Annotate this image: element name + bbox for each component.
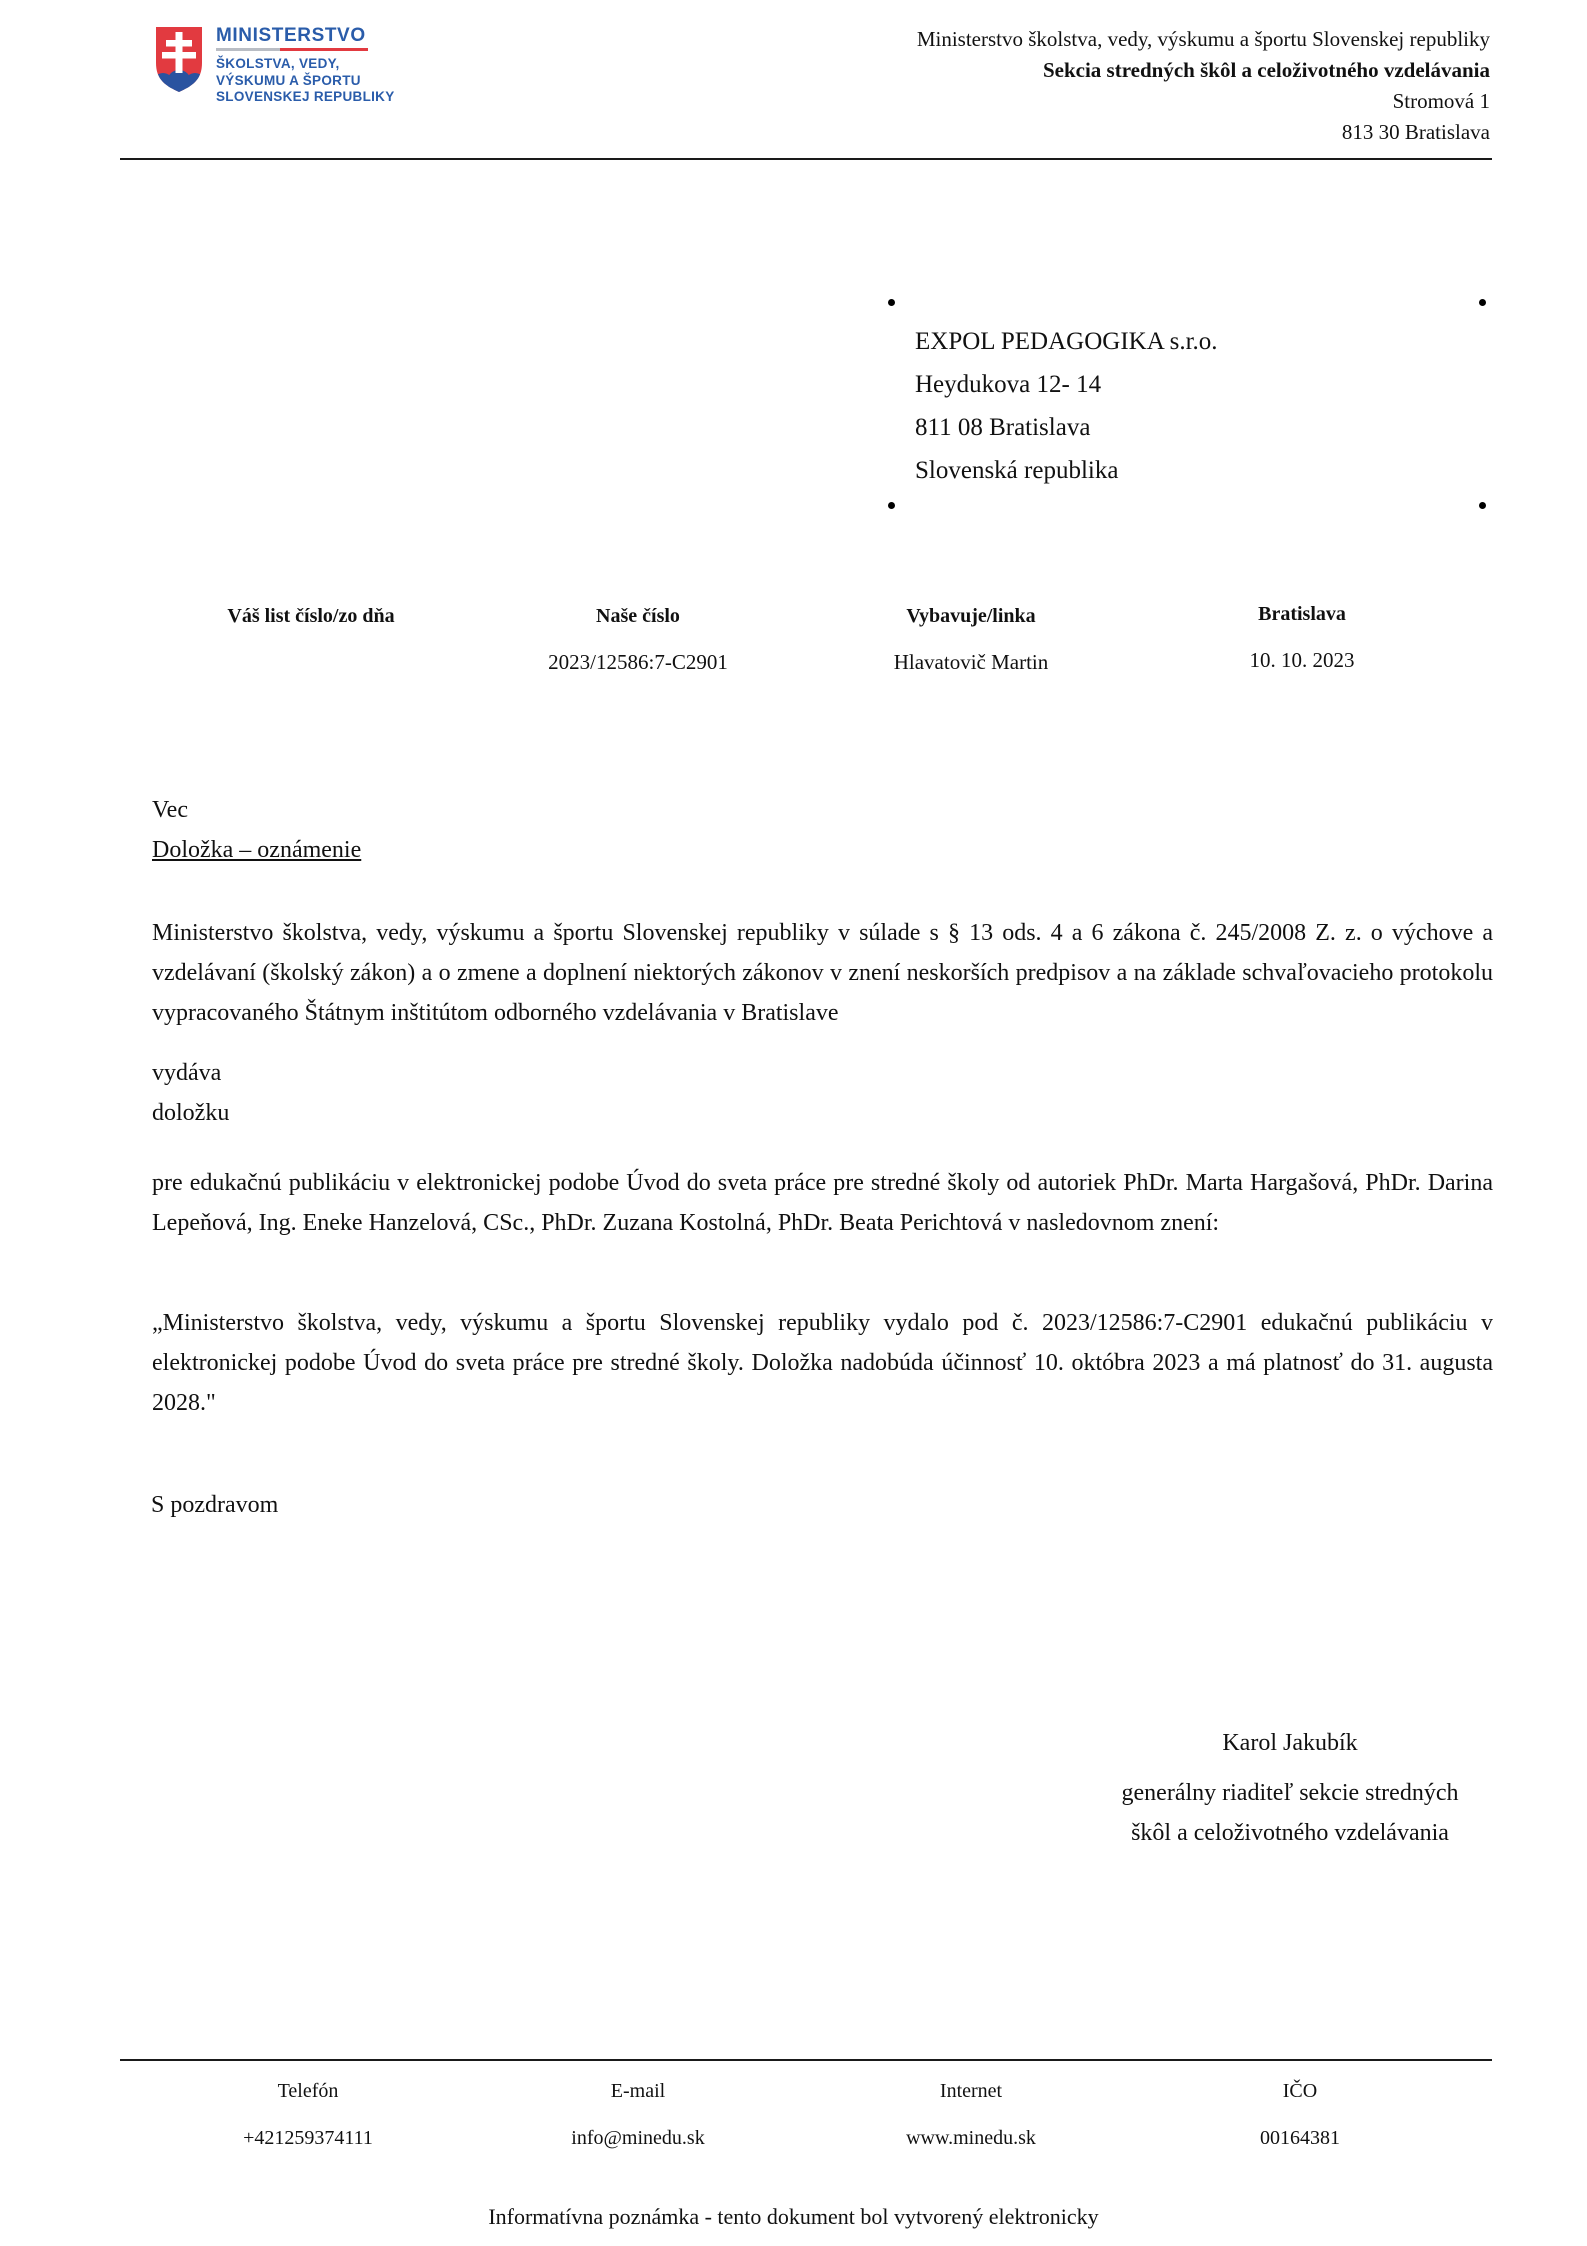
sender-org-name: Ministerstvo školstva, vedy, výskumu a športu Slovenskej republiky — [916, 27, 1490, 51]
body-paragraph-publication: pre edukačnú publikáciu v elektronickej podobe Úvod do sveta práce pre stredné školy od autoriek PhDr. Marta Hargašová, PhDr. Darina Lepeňová, Ing. Eneke Hanzelová, CSc., PhDr. Zuzana Kostolná, PhDr. Beata Perichtová v nasledovnom znení: — [152, 1170, 1493, 1236]
ref-col-your-letter — [227, 605, 394, 650]
ministry-logo — [155, 26, 395, 106]
footer-email-label: E-mail — [610, 2080, 666, 2102]
ref-your-letter-label: Váš list číslo/zo dňa — [227, 605, 395, 627]
footer-col-phone — [243, 2080, 373, 2150]
closing-salutation: S pozdravom — [151, 1492, 279, 1518]
signer-title-line2: škôl a celoživotného vzdelávania — [1131, 1820, 1449, 1846]
subject-title: Doložka – oznámenie — [152, 837, 362, 863]
body-paragraph-quote: „Ministerstvo školstva, vedy, výskumu a športu Slovenskej republiky vydalo pod č. 2023/12586:7-C2901 edukačnú publikáciu v elektronickej podobe Úvod do sveta práce pre stredné školy. Doložka nadobúda účinnosť 10. októbra 2023 a má platnosť do 31. augusta 2028." — [152, 1310, 1493, 1416]
subject-label: Vec — [152, 797, 188, 823]
logo-subtitle-line: SLOVENSKEJ REPUBLIKY — [216, 89, 395, 104]
ref-handled-by-value: Hlavatovič Martin — [893, 650, 1049, 674]
issues-line-vydava: vydáva — [152, 1060, 222, 1086]
footer-informative-note: Informatívna poznámka - tento dokument bol vytvorený elektronicky — [488, 2204, 1099, 2229]
ref-col-our-number — [548, 605, 728, 675]
sender-header — [917, 24, 1490, 148]
issues-clause — [152, 1053, 229, 1133]
sender-section-name: Sekcia stredných škôl a celoživotného vzdelávania — [1042, 58, 1490, 82]
footer-phone-label: Telefón — [277, 2080, 339, 2102]
recipient-city: 811 08 Bratislava — [915, 414, 1091, 441]
logo-underline — [216, 48, 368, 51]
logo-subtitle-line: VÝSKUMU A ŠPORTU — [216, 72, 361, 88]
issues-line-dolozku: doložku — [152, 1100, 230, 1126]
ref-col-place-date — [1250, 603, 1355, 673]
ref-col-handled-by — [894, 605, 1049, 675]
recipient-street: Heydukova 12- 14 — [915, 371, 1102, 398]
body-paragraph-legal-basis: Ministerstvo školstva, vedy, výskumu a športu Slovenskej republiky v súlade s § 13 ods. 4 a 6 zákona č. 245/2008 Z. z. o výchove a vzdelávaní (školský zákon) a o zmene a doplnení niektorých zákonov v znení neskorších predpisov a na základe schvaľovacieho protokolu vypracovaného Štátnym inštitútom odborného vzdelávania v Bratislave — [152, 920, 1493, 1026]
header-divider — [120, 158, 1492, 160]
ref-handled-by-label: Vybavuje/linka — [906, 605, 1036, 627]
ref-our-number-label: Naše číslo — [596, 605, 680, 627]
sender-city: 813 30 Bratislava — [1341, 120, 1490, 144]
slovak-coat-of-arms-icon — [155, 26, 203, 93]
recipient-name: EXPOL PEDAGOGIKA s.r.o. — [915, 328, 1218, 355]
window-mark-bottom-left — [888, 502, 895, 509]
footer-phone-value: +421259374111 — [243, 2127, 373, 2149]
logo-underline-red — [280, 48, 368, 51]
recipient-country: Slovenská republika — [915, 457, 1119, 484]
footer-internet-label: Internet — [939, 2080, 1003, 2102]
footer-internet-value: www.minedu.sk — [906, 2127, 1036, 2149]
recipient-address — [915, 320, 1218, 492]
footer-divider — [120, 2059, 1492, 2061]
footer-col-internet — [906, 2080, 1036, 2150]
ref-place-label: Bratislava — [1258, 603, 1346, 625]
footer-col-email — [571, 2080, 704, 2150]
signer-title-line1: generálny riaditeľ sekcie stredných — [1121, 1780, 1459, 1806]
signature-block — [1030, 1723, 1550, 1853]
window-mark-bottom-right — [1479, 502, 1486, 509]
ref-our-number-value: 2023/12586:7-C2901 — [548, 650, 728, 674]
footer-email-value: info@minedu.sk — [571, 2127, 705, 2149]
logo-subtitle-line: ŠKOLSTVA, VEDY, — [216, 56, 340, 71]
window-mark-top-left — [888, 299, 895, 306]
logo-underline-gray — [216, 48, 280, 51]
ref-date-value: 10. 10. 2023 — [1249, 648, 1355, 672]
footer-ico-value: 00164381 — [1260, 2127, 1340, 2149]
footer-col-ico — [1260, 2080, 1340, 2150]
signer-name: Karol Jakubík — [1222, 1730, 1358, 1756]
footer-ico-label: IČO — [1282, 2080, 1318, 2102]
window-mark-top-right — [1479, 299, 1486, 306]
logo-title: MINISTERSTVO — [216, 25, 366, 46]
sender-street: Stromová 1 — [1392, 89, 1490, 113]
